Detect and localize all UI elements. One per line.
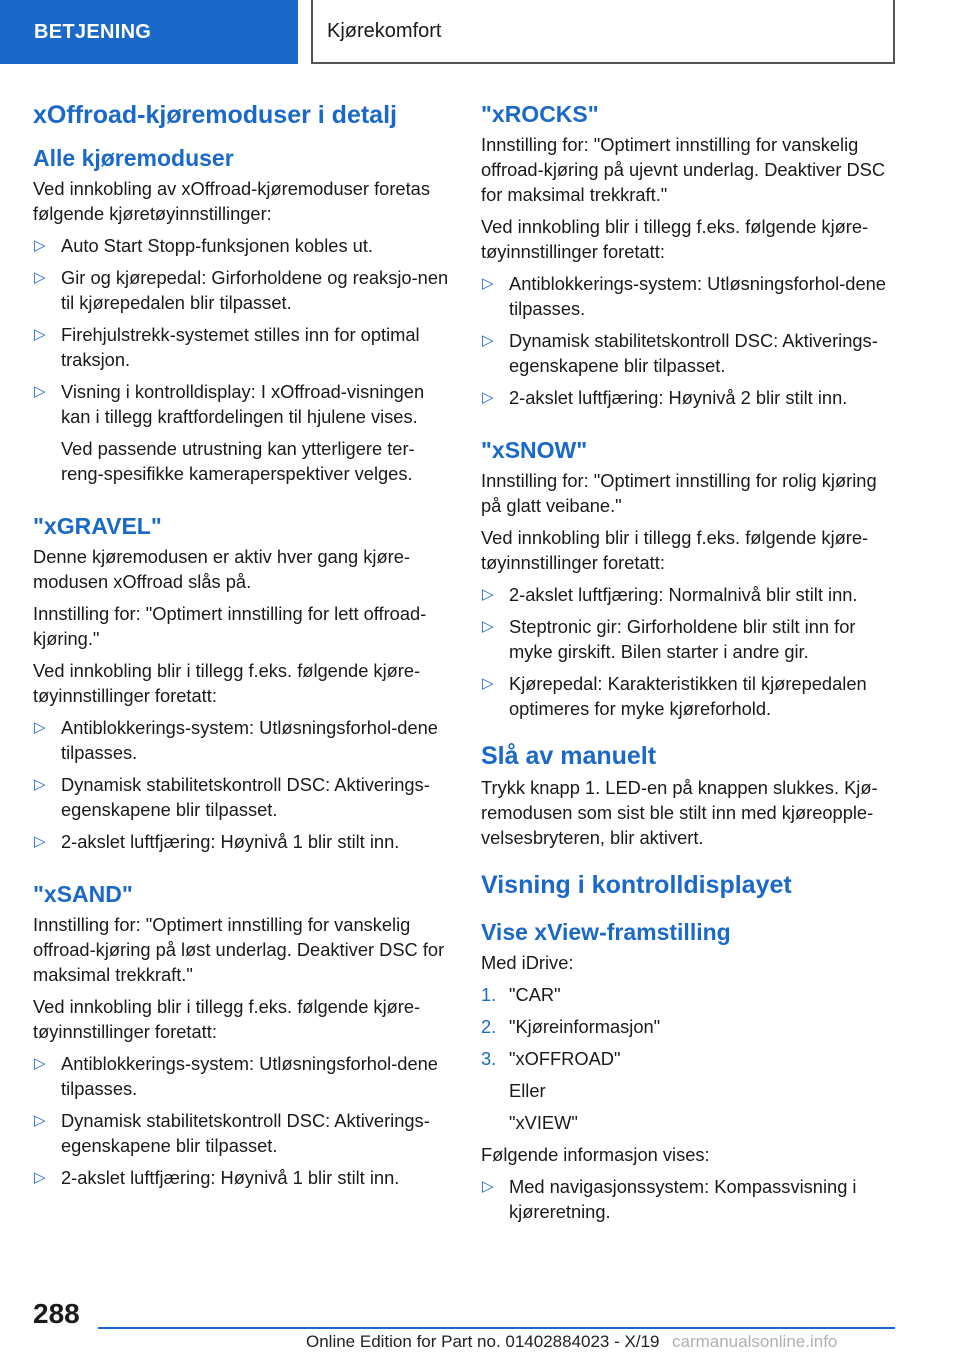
heading-xview: Vise xView-framstilling: [481, 919, 731, 945]
snow-p1: Innstilling for: "Optimert innstilling for rolig kjøring på glatt veibane.": [481, 470, 877, 516]
step-number: 1.: [481, 984, 497, 1005]
heading-snow: "xSNOW": [481, 437, 588, 463]
gravel-p2: Innstilling for: "Optimert innstilling for lett offroad-kjøring.": [33, 603, 427, 649]
manual-p1: Trykk knapp 1. LED-en på knappen slukkes. Kjø-remodusen som sist ble stilt inn med kjøreopple-velsesbryteren, blir aktivert.: [481, 777, 878, 848]
footer-divider: [98, 1327, 895, 1329]
rocks-p2: Ved innkobling blir i tillegg f.eks. følgende kjøre-tøyinnstillinger foretatt:: [481, 216, 869, 262]
triangle-bullet-icon: ▷: [34, 1112, 46, 1129]
snow-p2: Ved innkobling blir i tillegg f.eks. følgende kjøre-tøyinnstillinger foretatt:: [481, 527, 869, 573]
triangle-bullet-icon: ▷: [34, 269, 46, 286]
right-column: [481, 100, 899, 1231]
triangle-bullet-icon: ▷: [482, 275, 494, 292]
display-p1: Med iDrive:: [481, 952, 574, 973]
triangle-bullet-icon: ▷: [34, 326, 46, 343]
rocks-list: [481, 271, 899, 410]
left-column: [33, 100, 451, 1197]
list-item: ▷ Dynamisk stabilitetskontroll DSC: Aktiverings-egenskapene blir tilpasset.: [34, 774, 430, 820]
triangle-bullet-icon: ▷: [34, 776, 46, 793]
step-number: 2.: [481, 1016, 497, 1037]
triangle-bullet-icon: ▷: [34, 719, 46, 736]
step-item: 2. "Kjøreinformasjon": [481, 1016, 661, 1037]
triangle-bullet-icon: ▷: [482, 618, 494, 635]
list-item: ▷ Antiblokkerings-system: Utløsningsforhol-dene tilpasses.: [34, 717, 438, 763]
list-item: ▷ 2-akslet luftfjæring: Høynivå 1 blir stilt inn.: [34, 1167, 400, 1188]
all-modes-intro: Ved innkobling av xOffroad-kjøremoduser foretas følgende kjøretøyinnstillinger:: [33, 178, 430, 224]
list-item-note: Ved passende utrustning kan ytterligere ter-reng-spesifikke kameraperspektiver velges.: [61, 438, 415, 484]
triangle-bullet-icon: ▷: [482, 1178, 494, 1195]
triangle-bullet-icon: ▷: [482, 389, 494, 406]
heading-manual-off: Slå av manuelt: [481, 742, 657, 770]
sand-list: [33, 1051, 451, 1190]
page-number: 288: [33, 1298, 80, 1329]
heading-all-modes: Alle kjøremoduser: [33, 145, 234, 171]
triangle-bullet-icon: ▷: [482, 586, 494, 603]
triangle-bullet-icon: ▷: [34, 1169, 46, 1186]
sand-p1: Innstilling for: "Optimert innstilling for vanskelig offroad-kjøring på løst underlag. Deaktiver DSC for maksimal trekkraft.": [33, 914, 445, 985]
gravel-p3: Ved innkobling blir i tillegg f.eks. følgende kjøre-tøyinnstillinger foretatt:: [33, 660, 421, 706]
page-title: xOffroad-kjøremoduser i detalj: [33, 101, 397, 129]
triangle-bullet-icon: ▷: [34, 833, 46, 850]
list-item: ▷ Gir og kjørepedal: Girforholdene og reaksjo-nen til kjørepedalen blir tilpasset.: [34, 267, 449, 313]
heading-rocks: "xROCKS": [481, 101, 599, 127]
display-steps: [481, 982, 899, 1135]
chapter-label: Kjørekomfort: [327, 19, 442, 42]
list-item: ▷ 2-akslet luftfjæring: Høynivå 2 blir stilt inn.: [482, 387, 848, 408]
triangle-bullet-icon: ▷: [482, 675, 494, 692]
list-item: ▷ Antiblokkerings-system: Utløsningsforhol-dene tilpasses.: [482, 273, 886, 319]
edition-text: Online Edition for Part no. 01402884023 - X/19: [306, 1332, 660, 1351]
step-alt: "xVIEW": [509, 1112, 578, 1133]
rocks-p1: Innstilling for: "Optimert innstilling for vanskelig offroad-kjøring på ujevnt underlag. Deaktiver DSC for maksimal trekkraft.": [481, 134, 886, 205]
snow-list: [481, 582, 899, 721]
list-item: ▷ Auto Start Stopp-funksjonen kobles ut.: [34, 235, 373, 256]
list-item: ▷ 2-akslet luftfjæring: Normalnivå blir stilt inn.: [482, 584, 858, 605]
triangle-bullet-icon: ▷: [34, 237, 46, 254]
heading-display: Visning i kontrolldisplayet: [481, 871, 792, 899]
step-or: Eller: [509, 1080, 546, 1101]
list-item: ▷ Med navigasjonssystem: Kompassvisning i kjøreretning.: [482, 1176, 857, 1222]
list-item: ▷ Dynamisk stabilitetskontroll DSC: Aktiverings-egenskapene blir tilpasset.: [34, 1110, 430, 1156]
list-item: ▷ Firehjulstrekk-systemet stilles inn for optimal traksjon.: [34, 324, 420, 370]
list-item: ▷ Kjørepedal: Karakteristikken til kjørepedalen optimeres for myke kjøreforhold.: [482, 673, 867, 719]
step-item: 1. "CAR": [481, 984, 561, 1005]
watermark: carmanualsonline.info: [672, 1332, 838, 1351]
list-item: ▷ 2-akslet luftfjæring: Høynivå 1 blir stilt inn.: [34, 831, 400, 852]
list-item: ▷ Steptronic gir: Girforholdene blir stilt inn for myke girskift. Bilen starter i andre gir.: [482, 616, 856, 662]
list-item: ▷ Dynamisk stabilitetskontroll DSC: Aktiverings-egenskapene blir tilpasset.: [482, 330, 878, 376]
triangle-bullet-icon: ▷: [482, 332, 494, 349]
all-modes-list: [33, 233, 451, 486]
gravel-list: [33, 715, 451, 854]
triangle-bullet-icon: ▷: [34, 383, 46, 400]
heading-gravel: "xGRAVEL": [33, 513, 162, 539]
display-list: [481, 1174, 899, 1224]
section-label: BETJENING: [34, 20, 152, 43]
heading-sand: "xSAND": [33, 881, 133, 907]
display-p2: Følgende informasjon vises:: [481, 1144, 710, 1165]
list-item: ▷ Antiblokkerings-system: Utløsningsforhol-dene tilpasses.: [34, 1053, 438, 1099]
triangle-bullet-icon: ▷: [34, 1055, 46, 1072]
sand-p2: Ved innkobling blir i tillegg f.eks. følgende kjøre-tøyinnstillinger foretatt:: [33, 996, 421, 1042]
step-number: 3.: [481, 1048, 497, 1069]
list-item: ▷ Visning i kontrolldisplay: I xOffroad-visningen kan i tillegg kraftfordelingen til hjulene vises. Ved passende utrustning kan ytterligere ter-reng-spesifikke kameraperspektiver velges.: [33, 379, 451, 486]
section-tab: [0, 0, 298, 64]
step-item: 3. "xOFFROAD" Eller "xVIEW": [481, 1046, 899, 1135]
chapter-tab: [311, 0, 895, 64]
gravel-p1: Denne kjøremodusen er aktiv hver gang kjøre-modusen xOffroad slås på.: [33, 546, 410, 592]
